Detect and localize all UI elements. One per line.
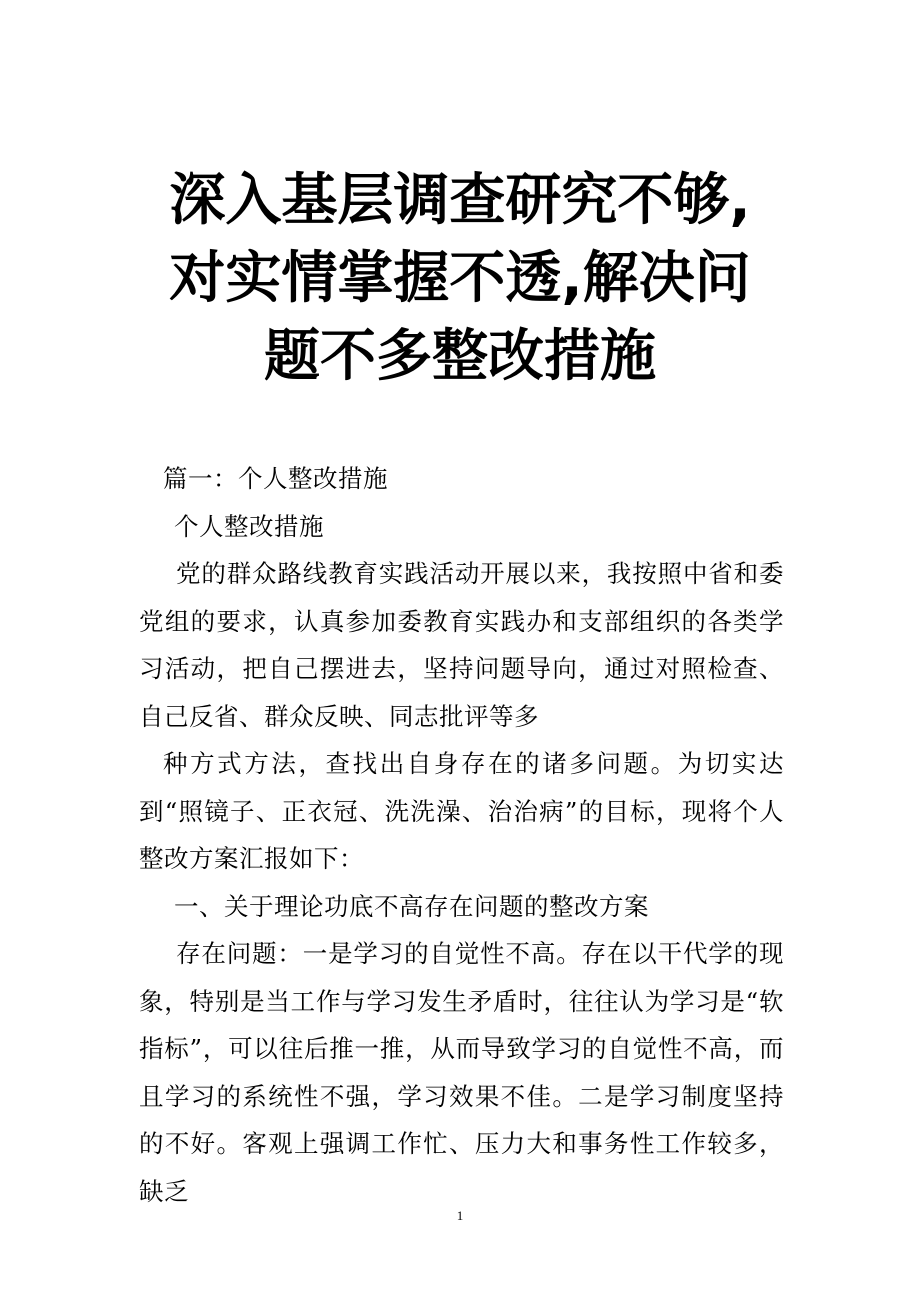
document-title <box>100 162 820 396</box>
title-line: 对实情掌握不透,解决问 <box>169 246 751 311</box>
title-line: 题不多整改措施 <box>264 324 656 389</box>
section-heading: 篇一：个人整改措施 <box>163 464 388 493</box>
intro-paragraph-continued: 种方式方法，查找出自身存在的诸多问题。为切实达到“照镜子、正衣冠、洗洗澡、治治病”的目标，现将个人整改方案汇报如下： <box>139 749 784 873</box>
page-number: 1 <box>456 1208 464 1223</box>
problems-paragraph: 存在问题：一是学习的自觉性不高。存在以干代学的现象，特别是当工作与学习发生矛盾时，往往认为学习是“软指标”，可以往后推一推，从而导致学习的自觉性不高，而且学习的系统性不强，学习效果不佳。二是学习制度坚持的不好。客观上强调工作忙、压力大和事务性工作较多，缺乏 <box>139 939 784 1206</box>
intro-paragraph: 党的群众路线教育实践活动开展以来，我按照中省和委党组的要求，认真参加委教育实践办和支部组织的各类学习活动，把自己摆进去，坚持问题导向，通过对照检查、自己反省、群众反映、同志批评等多 <box>139 559 784 731</box>
document-body <box>139 455 784 1215</box>
title-line: 深入基层调查研究不够, <box>169 168 751 233</box>
section-one-heading: 一、关于理论功底不高存在问题的整改方案 <box>174 891 649 921</box>
sub-heading: 个人整改措施 <box>174 511 324 541</box>
